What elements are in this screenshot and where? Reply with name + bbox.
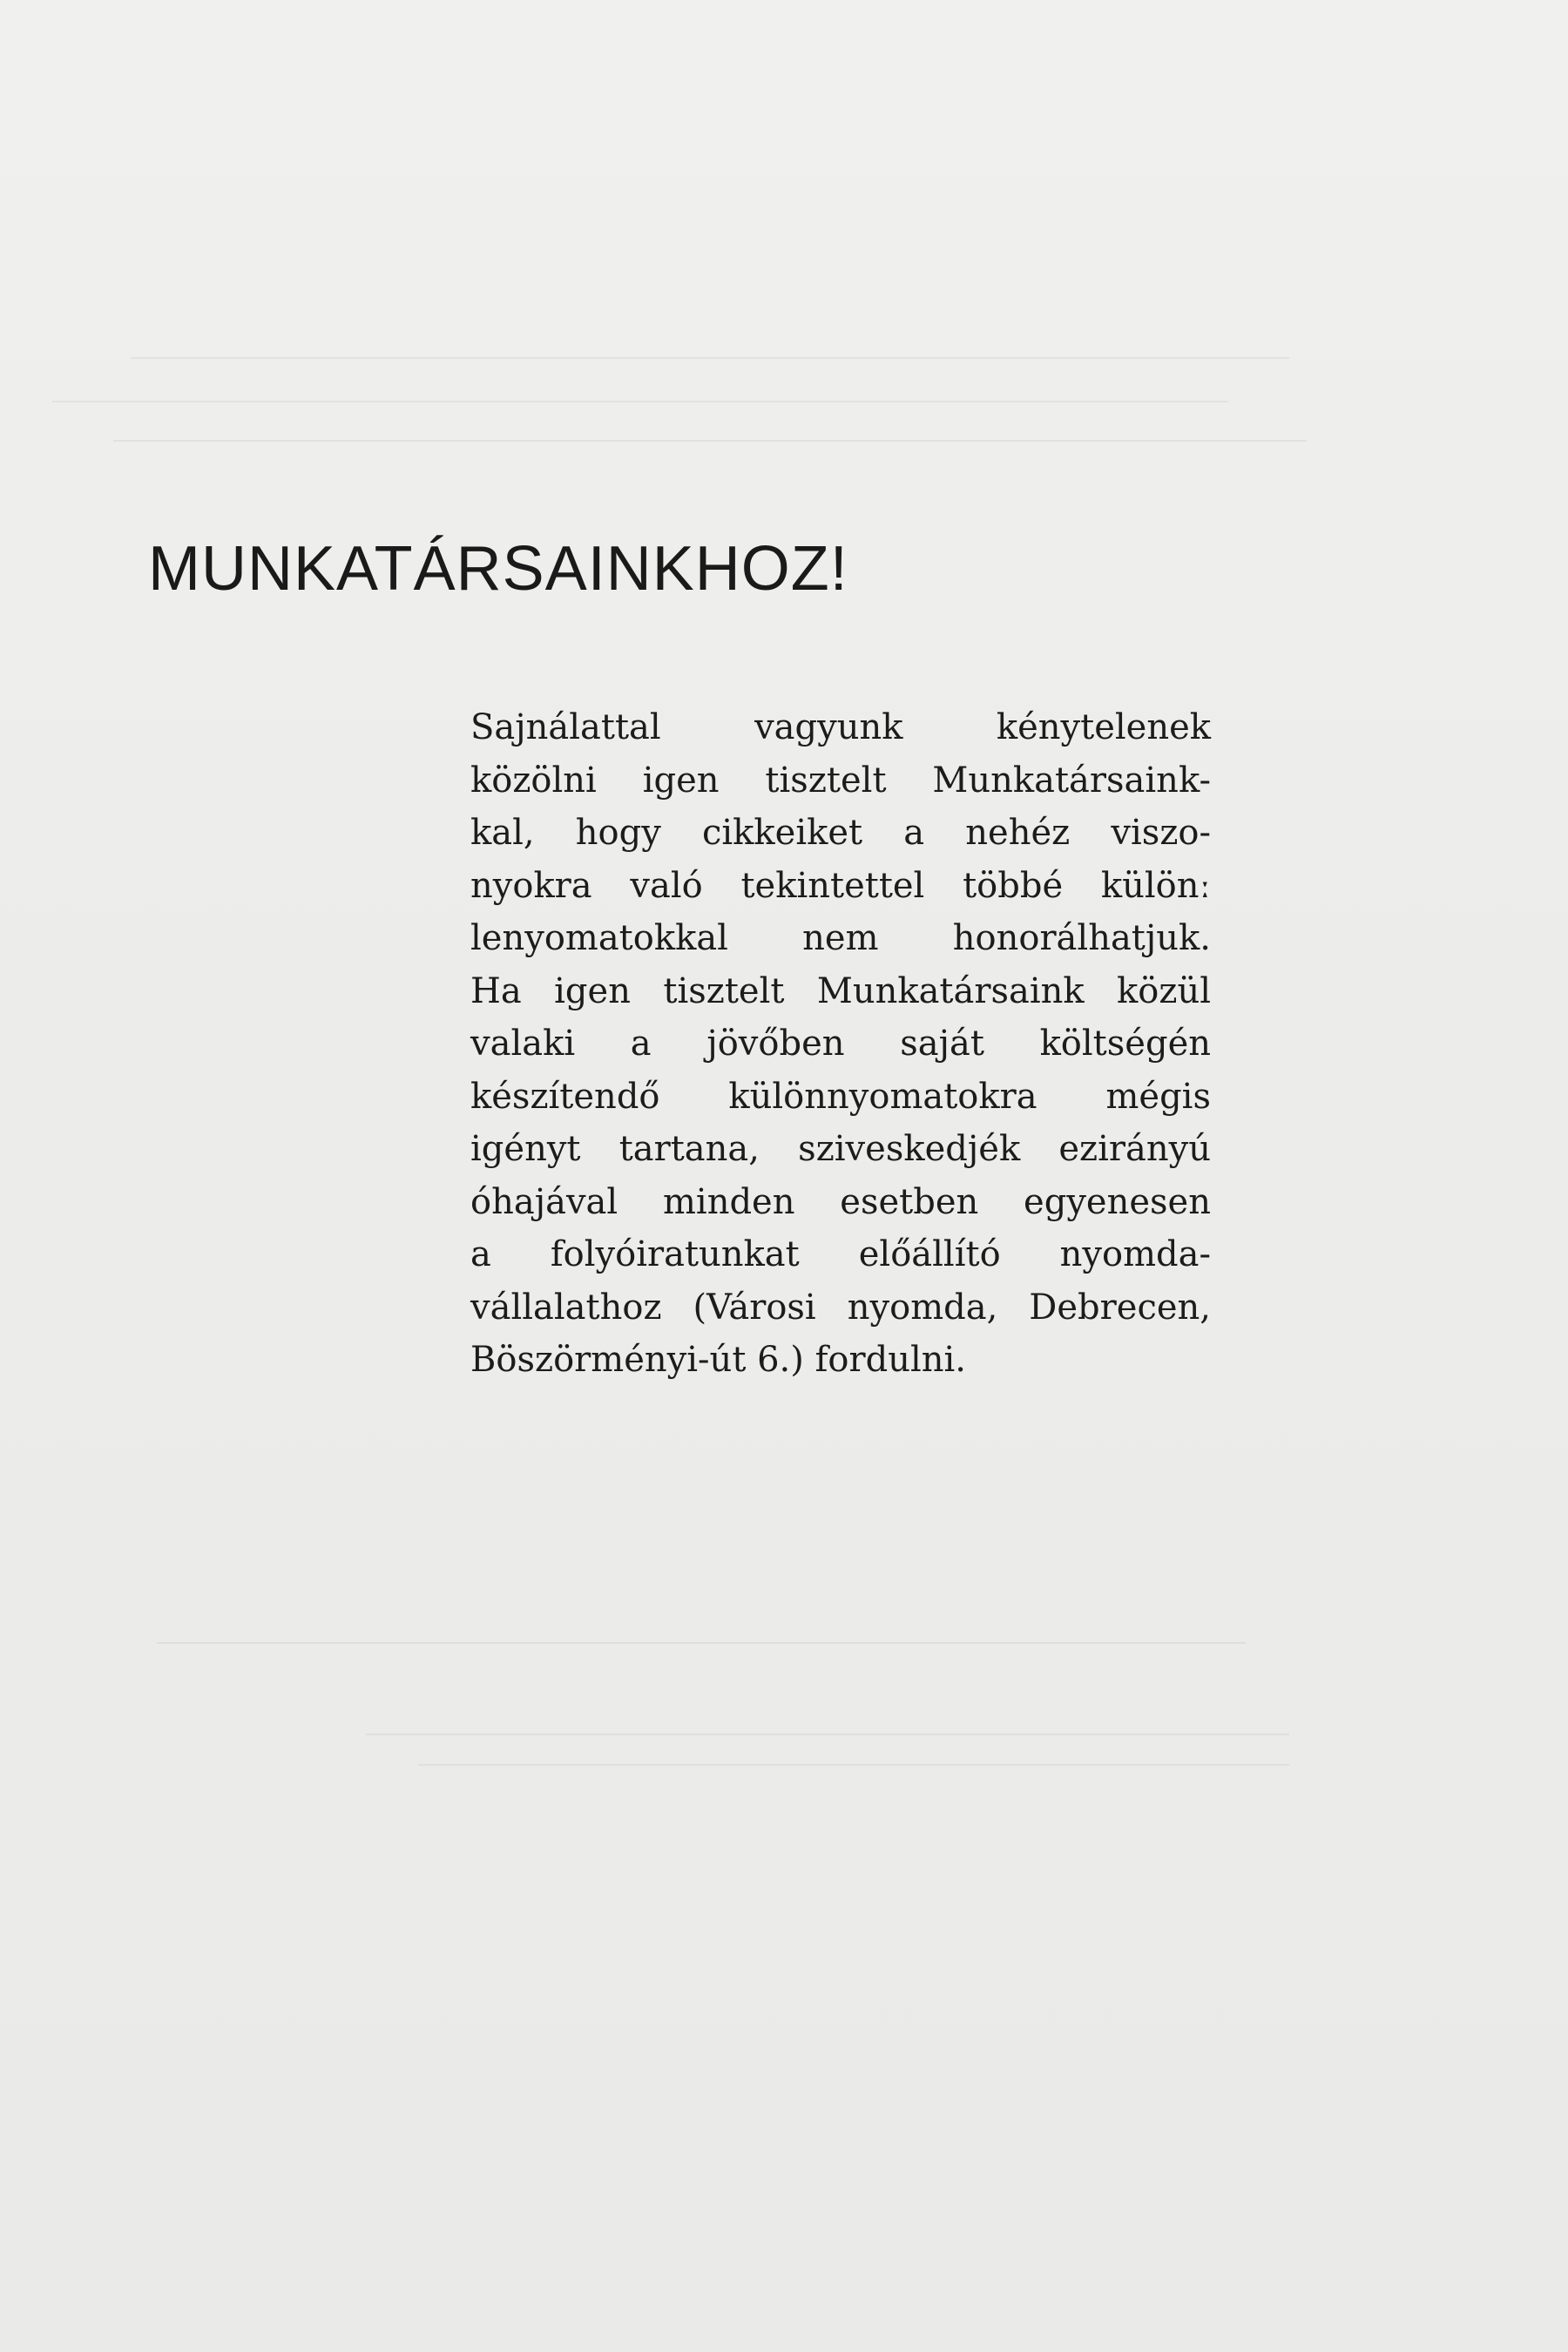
paragraph-line: közölni igen tisztelt Munkatársaink- bbox=[470, 760, 1211, 801]
paragraph-line: valaki a jövőben saját költségén bbox=[470, 1024, 1211, 1064]
show-through-line bbox=[113, 440, 1307, 442]
show-through-line bbox=[52, 401, 1228, 402]
paragraph-line: készítendő különnyomatokra mégis bbox=[470, 1076, 1211, 1117]
notice-paragraph bbox=[470, 701, 1211, 1387]
paragraph-line: Böszörményi-út 6.) fordulni. bbox=[470, 1340, 967, 1380]
paragraph-line: Ha igen tisztelt Munkatársaink közül bbox=[470, 970, 1211, 1011]
page-heading: MUNKATÁRSAINKHOZ! bbox=[148, 534, 848, 604]
paragraph-line: nyokra való tekintettel többé különː bbox=[470, 865, 1211, 906]
show-through-line bbox=[131, 357, 1289, 359]
paragraph-line: a folyóiratunkat előállító nyomda- bbox=[470, 1234, 1211, 1274]
paragraph-line: lenyomatokkal nem honorálhatjuk. bbox=[470, 918, 1211, 958]
paragraph-line: igényt tartana, sziveskedjék ezirányú bbox=[470, 1129, 1211, 1169]
show-through-line bbox=[418, 1764, 1289, 1766]
show-through-line bbox=[366, 1734, 1289, 1735]
paragraph-line: vállalathoz (Városi nyomda, Debrecen, bbox=[470, 1287, 1211, 1328]
paragraph-line: kal, hogy cikkeiket a nehéz viszo- bbox=[470, 813, 1211, 853]
paragraph-line: Sajnálattal vagyunk kénytelenek bbox=[470, 707, 1211, 747]
show-through-line bbox=[157, 1642, 1246, 1644]
paragraph-line: óhajával minden esetben egyenesen bbox=[470, 1181, 1211, 1222]
